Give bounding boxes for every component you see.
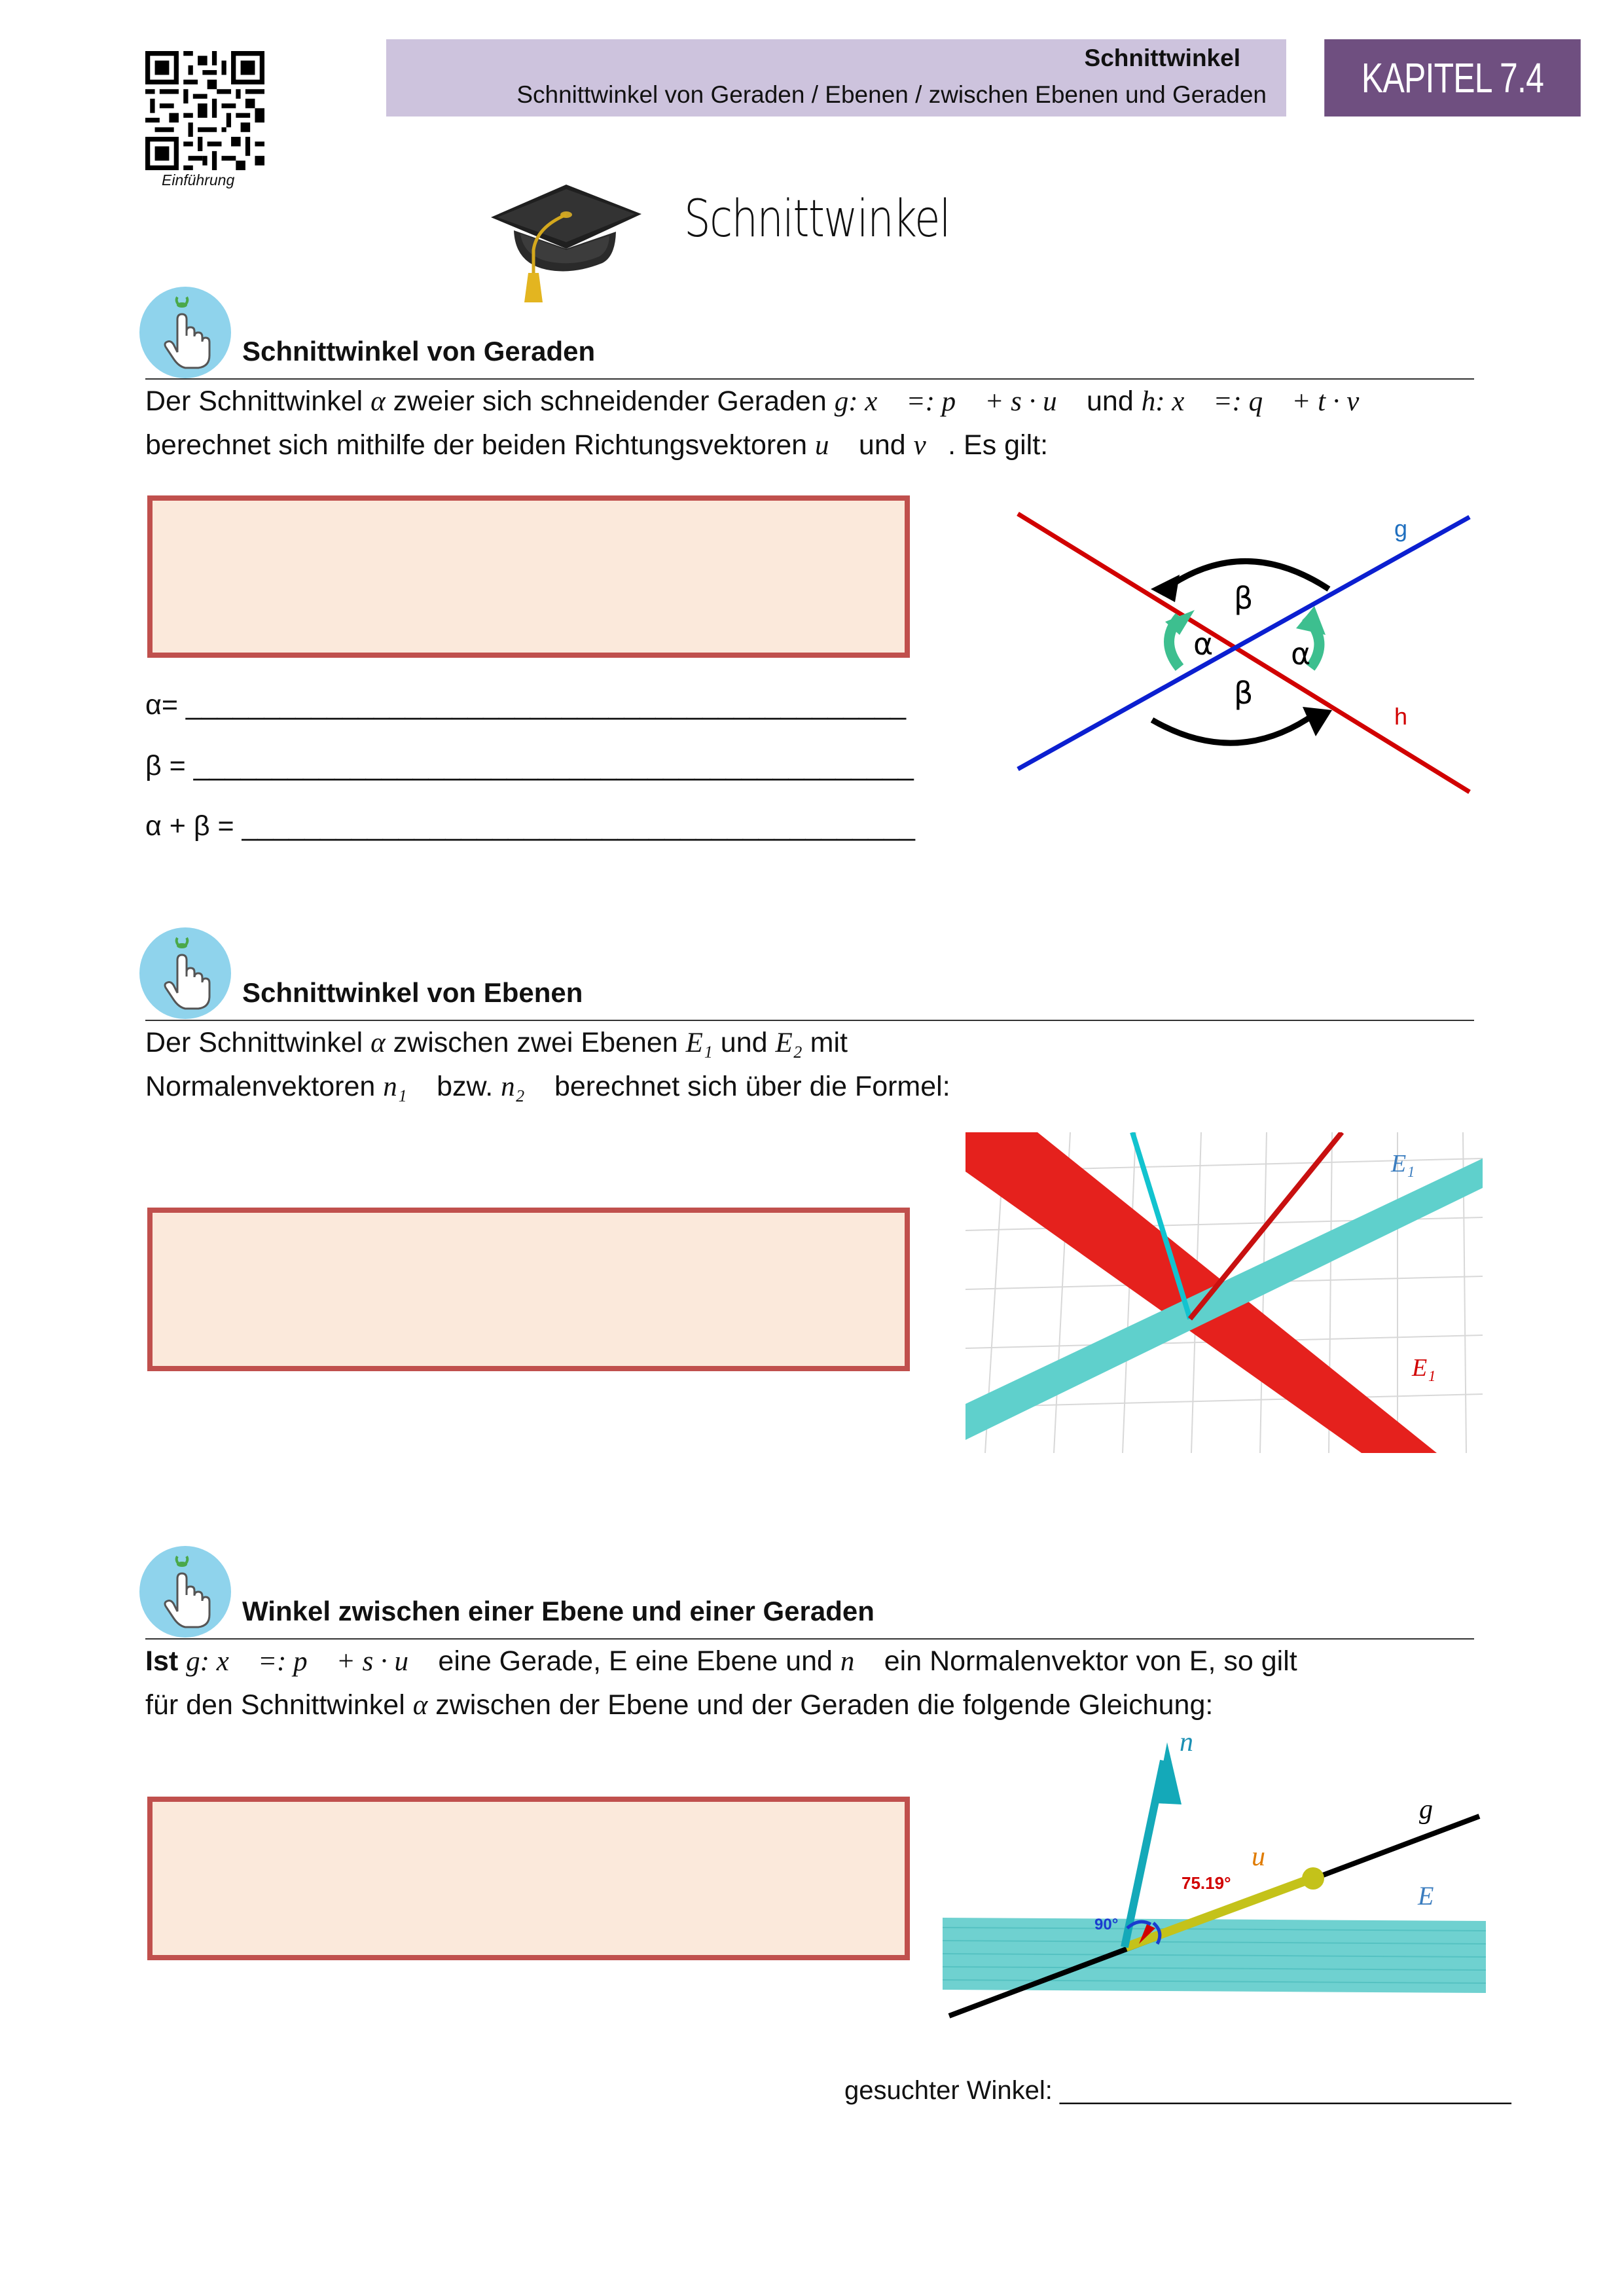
direction-vector-label: u⃗ bbox=[1252, 1842, 1287, 1872]
vector-u: u⃗ bbox=[815, 430, 851, 461]
header-bar bbox=[386, 39, 1286, 117]
section3-line1: Ist g: x⃗ =: p⃗ + s · u⃗ eine Gerade, E eine Ebene und n⃗ ein Normalenvektor von E, so gilt bbox=[145, 1645, 1297, 1677]
graduation-cap-icon bbox=[488, 171, 645, 302]
pointing-hand-icon bbox=[139, 287, 231, 378]
normal-vector-label: n⃗ bbox=[1180, 1728, 1215, 1757]
alpha-symbol: α bbox=[370, 386, 386, 417]
section-heading-ebene-gerade: Winkel zwischen einer Ebene und einer Geraden bbox=[242, 1596, 875, 1626]
section3-line2: für den Schnittwinkel α zwischen der Ebene und der Geraden die folgende Gleichung: bbox=[145, 1689, 1214, 1721]
plane-label-top: E₁ bbox=[1391, 1150, 1415, 1177]
answer-label: gesuchter Winkel: bbox=[844, 2076, 1060, 2105]
alpha-right-label: α bbox=[1291, 636, 1311, 672]
page-title: Schnittwinkel bbox=[684, 190, 950, 249]
section-heading-geraden: Schnittwinkel von Geraden bbox=[242, 336, 596, 367]
blank-label: α= bbox=[145, 689, 186, 721]
alpha-symbol: α bbox=[412, 1690, 428, 1721]
qr-caption: Einführung bbox=[162, 171, 235, 188]
beta-top-label: β bbox=[1234, 581, 1254, 616]
line-g-label: g bbox=[1394, 515, 1408, 542]
chapter-badge: KAPITEL 7.4 bbox=[1324, 39, 1581, 117]
beta-bottom-label: β bbox=[1234, 675, 1254, 711]
alpha-left-label: α bbox=[1193, 626, 1214, 662]
section2-line1: Der Schnittwinkel α zwischen zwei Ebenen E₁ und E₂ mit bbox=[145, 1027, 848, 1058]
plane-line-diagram bbox=[943, 1728, 1486, 2029]
normal-vector-n2: n₂⃗ bbox=[501, 1071, 547, 1102]
qr-code-icon[interactable] bbox=[145, 51, 264, 170]
sum-answer-line[interactable]: α + β = ___________________________________________ bbox=[145, 810, 915, 842]
intersecting-lines-diagram bbox=[1008, 504, 1479, 805]
pointing-hand-icon bbox=[139, 927, 231, 1019]
planes-diagram bbox=[965, 1132, 1483, 1453]
formula-box-geraden[interactable] bbox=[147, 495, 910, 658]
vector-v: v⃗ bbox=[913, 430, 948, 461]
header-title: Schnittwinkel bbox=[1084, 45, 1240, 71]
section-heading-ebenen: Schnittwinkel von Ebenen bbox=[242, 977, 583, 1008]
angle-label: 75.19° bbox=[1182, 1873, 1231, 1893]
header-subtitle: Schnittwinkel von Geraden / Ebenen / zwischen Ebenen und Geraden bbox=[516, 81, 1267, 108]
plane-label-bottom: E₁ bbox=[1412, 1354, 1436, 1382]
gesuchter-winkel-answer[interactable]: gesuchter Winkel: _______________________________ bbox=[844, 2076, 1511, 2105]
section1-line1: Der Schnittwinkel α zweier sich schneidender Geraden g: x⃗ =: p⃗ + s · u⃗ und h: x⃗ =: q⃗ + t · v⃗ bbox=[145, 386, 1381, 417]
pointing-hand-icon bbox=[139, 1546, 231, 1638]
section2-line2: Normalenvektoren n₁⃗ bzw. n₂⃗ berechnet sich über die Formel: bbox=[145, 1071, 950, 1102]
formula-box-ebenen[interactable] bbox=[147, 1208, 910, 1371]
plane-e1: E₁ bbox=[685, 1028, 713, 1058]
alpha-symbol: α bbox=[370, 1028, 386, 1058]
line-h-label: h bbox=[1394, 703, 1408, 730]
blank-label: β = bbox=[145, 750, 194, 781]
line-g-label: g bbox=[1419, 1795, 1433, 1825]
beta-answer-line[interactable]: β = ______________________________________________ bbox=[145, 750, 914, 781]
section1-paragraph bbox=[145, 380, 1487, 467]
line-h-equation: h: x⃗ =: q⃗ + t · v⃗ bbox=[1141, 386, 1381, 417]
line-g-equation: g: x⃗ =: p⃗ + s · u⃗ bbox=[834, 386, 1079, 417]
section2-paragraph bbox=[145, 1021, 1062, 1109]
blank-label: α + β = bbox=[145, 810, 242, 842]
plane-e-label: E bbox=[1418, 1881, 1434, 1910]
line-g-equation: g: x⃗ =: p⃗ + s · u⃗ bbox=[186, 1646, 431, 1677]
normal-vector-n1: n₁⃗ bbox=[383, 1071, 429, 1102]
normal-vector-n: n⃗ bbox=[840, 1646, 876, 1677]
section1-line2: berechnet sich mithilfe der beiden Richtungsvektoren u⃗ und v⃗. Es gilt: bbox=[145, 429, 1049, 461]
alpha-answer-line[interactable]: α= ______________________________________________ bbox=[145, 689, 906, 721]
plane-e2: E₂ bbox=[775, 1028, 803, 1058]
formula-box-ebene-gerade[interactable] bbox=[147, 1797, 910, 1960]
section3-paragraph bbox=[145, 1640, 1487, 1727]
right-angle-label: 90° bbox=[1094, 1916, 1119, 1933]
